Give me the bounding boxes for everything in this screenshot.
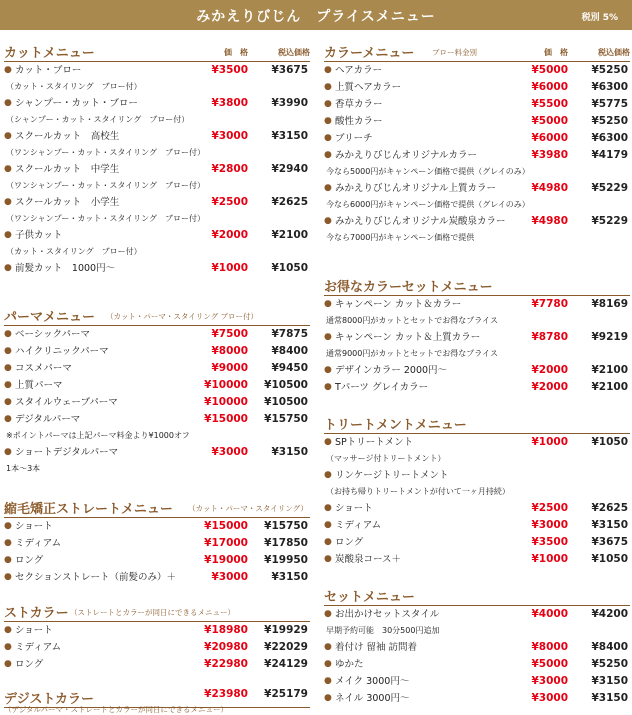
menu-item (320, 329, 632, 346)
menu-item-tax-price: ¥3150 (271, 130, 308, 142)
menu-item-price: ¥3000 (531, 675, 568, 687)
section-price: ¥23980 (204, 688, 248, 700)
menu-section (0, 34, 312, 277)
menu-item-name: キャンペーン カット＆上質カラー (335, 332, 481, 343)
menu-item-note: （お持ち帰りトリートメントが付いて一ヶ月持続） (326, 487, 510, 496)
menu-item-price: ¥15000 (204, 520, 248, 532)
menu-item-price: ¥2000 (531, 381, 568, 393)
menu-item (320, 96, 632, 113)
bullet-icon: ● (4, 98, 12, 108)
menu-item-name: お出かけセットスタイル (335, 609, 440, 620)
menu-item-note: 今なら7000円がキャンペーン価格で提供 (326, 233, 475, 242)
menu-item-price: ¥6000 (531, 132, 568, 144)
menu-item-name: ショートデジタルパーマ (15, 447, 119, 458)
menu-section (0, 298, 312, 477)
menu-item-tax-price: ¥5229 (591, 182, 628, 194)
menu-item-tax-price: ¥3990 (271, 97, 308, 109)
menu-item-price: ¥5000 (531, 64, 568, 76)
menu-item-name: みかえりびじんオリジナル炭酸泉カラー (335, 216, 506, 227)
bullet-icon: ● (324, 183, 332, 193)
menu-item-price: ¥1000 (211, 262, 248, 274)
bullet-icon: ● (4, 65, 12, 75)
bullet-icon: ● (4, 397, 12, 407)
section-title: デジストカラー (4, 692, 94, 707)
menu-item-price: ¥3980 (531, 149, 568, 161)
menu-item (0, 411, 312, 428)
menu-item-price: ¥6000 (531, 81, 568, 93)
menu-item-price: ¥10000 (204, 379, 248, 391)
menu-item-price: ¥2000 (211, 229, 248, 241)
menu-item-price: ¥22980 (204, 658, 248, 670)
menu-item-note: 早期予約可能 30分500円追加 (326, 626, 440, 635)
menu-item-name: 炭酸泉コース＋ (335, 554, 402, 565)
bullet-icon: ● (324, 216, 332, 226)
menu-item-tax-price: ¥3150 (271, 571, 308, 583)
menu-item-tax-price: ¥5250 (591, 64, 628, 76)
menu-item-price: ¥8000 (531, 641, 568, 653)
menu-item (320, 656, 632, 673)
bullet-icon: ● (4, 572, 12, 582)
menu-item-price: ¥2500 (531, 502, 568, 514)
bullet-icon: ● (324, 676, 332, 686)
menu-item-name: ミディアム (335, 520, 382, 531)
menu-item (0, 552, 312, 569)
menu-item-price: ¥20980 (204, 641, 248, 653)
menu-section (320, 268, 632, 396)
menu-item-note: 1本～3本 (6, 464, 41, 473)
menu-item-name: ハイクリニックパーマ (15, 346, 109, 357)
menu-item-price: ¥2000 (531, 364, 568, 376)
menu-item-price: ¥1000 (531, 436, 568, 448)
menu-item (320, 673, 632, 690)
section-note: （デジタルパーマ・ストレートとカラーが同日にできるメニュー） (4, 705, 229, 714)
bullet-icon: ● (4, 521, 12, 531)
menu-item-tax-price: ¥10500 (264, 379, 308, 391)
menu-item-note: （ワンシャンプー・カット・スタイリング ブロー付） (6, 148, 205, 157)
bullet-icon: ● (4, 197, 12, 207)
menu-item (0, 377, 312, 394)
menu-item-price: ¥18980 (204, 624, 248, 636)
menu-item-price: ¥17000 (204, 537, 248, 549)
bullet-icon: ● (4, 414, 12, 424)
menu-item-name: ロング (335, 537, 364, 548)
menu-item (0, 444, 312, 461)
menu-section (320, 406, 632, 568)
section-note: （カット・パーマ・スタイリング ブロー付） (106, 312, 259, 321)
menu-item (0, 394, 312, 411)
section-header (0, 594, 312, 622)
menu-item-note: （カット・スタイリング ブロー付） (6, 82, 142, 91)
menu-item-price: ¥3500 (531, 536, 568, 548)
bullet-icon: ● (324, 65, 332, 75)
menu-item-tax-price: ¥4200 (591, 608, 628, 620)
menu-item-name: ブリーチ (335, 133, 373, 144)
bullet-icon: ● (324, 642, 332, 652)
section-header (320, 268, 632, 296)
menu-item-name: ロング (15, 555, 44, 566)
menu-item-note: 今なら5000円がキャンペーン価格で提供（グレイのみ） (326, 167, 530, 176)
menu-item-tax-price: ¥1050 (271, 262, 308, 274)
menu-item-price: ¥15000 (204, 413, 248, 425)
menu-item-price: ¥9000 (211, 362, 248, 374)
menu-item (0, 360, 312, 377)
menu-item-price: ¥3000 (531, 519, 568, 531)
menu-item-tax-price: ¥5250 (591, 115, 628, 127)
bullet-icon: ● (324, 503, 332, 513)
menu-item (320, 500, 632, 517)
menu-item (320, 551, 632, 568)
menu-item (0, 128, 312, 145)
menu-item (320, 639, 632, 656)
menu-item-price: ¥5000 (531, 658, 568, 670)
menu-section (0, 490, 312, 586)
menu-item-name: デザインカラー 2000円～ (335, 365, 448, 376)
menu-item-tax-price: ¥3150 (591, 692, 628, 704)
menu-item-price: ¥3000 (211, 571, 248, 583)
menu-item (320, 434, 632, 451)
section-title: 縮毛矯正ストレートメニュー (4, 502, 173, 517)
menu-item-tax-price: ¥19929 (264, 624, 308, 636)
section-title: パーマメニュー (4, 310, 96, 325)
section-title: お得なカラーセットメニュー (324, 280, 493, 295)
menu-item (320, 130, 632, 147)
menu-section (0, 594, 312, 673)
bullet-icon: ● (4, 329, 12, 339)
bullet-icon: ● (4, 659, 12, 669)
menu-item-tax-price: ¥15750 (264, 413, 308, 425)
page-title: みかえりびじん プライスメニュー (196, 9, 436, 25)
menu-item-note: （マッサージ付トリートメント） (326, 454, 446, 463)
menu-item-name: 着付け 留袖 訪問着 (335, 642, 418, 653)
menu-section (320, 578, 632, 707)
menu-item (320, 213, 632, 230)
bullet-icon: ● (4, 363, 12, 373)
bullet-icon: ● (324, 365, 332, 375)
menu-item-name: Tパーツ グレイカラー (335, 382, 429, 393)
section-header (0, 680, 312, 714)
bullet-icon: ● (4, 230, 12, 240)
bullet-icon: ● (324, 116, 332, 126)
bullet-icon: ● (4, 625, 12, 635)
menu-item (320, 534, 632, 551)
menu-item-name: ネイル 3000円～ (335, 693, 410, 704)
section-divider (4, 707, 310, 708)
menu-item-tax-price: ¥3675 (271, 64, 308, 76)
menu-item-name: メイク 3000円～ (335, 676, 410, 687)
menu-item (0, 622, 312, 639)
menu-item-note: 通常9000円がカットとセットでお得なプライス (326, 349, 498, 358)
bullet-icon: ● (324, 437, 332, 447)
section-header (320, 34, 632, 62)
bullet-icon: ● (324, 520, 332, 530)
menu-item-name: コスメパーマ (15, 363, 72, 374)
menu-section (320, 34, 632, 246)
menu-item (0, 194, 312, 211)
section-header (0, 298, 312, 326)
menu-item (320, 113, 632, 130)
menu-item-name: 上質パーマ (15, 380, 63, 391)
menu-item-tax-price: ¥3150 (591, 519, 628, 531)
menu-item (320, 180, 632, 197)
tax-price-column-header: 税込価格 (598, 48, 630, 57)
menu-item-tax-price: ¥8169 (591, 298, 628, 310)
menu-item (0, 161, 312, 178)
menu-item-name: みかえりびじんオリジナルカラー (335, 150, 478, 161)
menu-item (0, 260, 312, 277)
bullet-icon: ● (324, 299, 332, 309)
menu-item-name: 上質ヘアカラー (335, 82, 402, 93)
menu-item-tax-price: ¥2100 (591, 364, 628, 376)
menu-item-price: ¥2800 (211, 163, 248, 175)
section-note: （ストレートとカラーが同日にできるメニュー） (70, 608, 235, 617)
menu-item (320, 79, 632, 96)
menu-item-name: ヘアカラー (335, 65, 383, 76)
menu-item-price: ¥1000 (531, 553, 568, 565)
section-note: （カット・パーマ・スタイリング） (188, 504, 308, 513)
menu-item-price: ¥2500 (211, 196, 248, 208)
menu-item-name: ショート (335, 503, 373, 514)
menu-item-name: セクションストレート（前髪のみ）＋ (15, 572, 177, 583)
menu-item-note: （シャンプー・カット・スタイリング ブロー付） (6, 115, 190, 124)
menu-item-tax-price: ¥2100 (271, 229, 308, 241)
menu-item-price: ¥3000 (211, 446, 248, 458)
price-column-header: 価 格 (544, 48, 568, 57)
menu-item-tax-price: ¥15750 (264, 520, 308, 532)
bullet-icon: ● (324, 554, 332, 564)
menu-item-name: ロング (15, 659, 44, 670)
menu-item-tax-price: ¥8400 (271, 345, 308, 357)
menu-item-name: 前髪カット 1000円～ (15, 263, 116, 274)
menu-item-tax-price: ¥3150 (271, 446, 308, 458)
menu-item-name: リンケージトリートメント (335, 470, 449, 481)
menu-item (320, 467, 632, 484)
menu-item (320, 362, 632, 379)
price-column-header: 価 格 (224, 48, 248, 57)
menu-item-price: ¥4980 (531, 182, 568, 194)
menu-item (320, 62, 632, 79)
menu-item-price: ¥3500 (211, 64, 248, 76)
bullet-icon: ● (4, 538, 12, 548)
menu-item (0, 656, 312, 673)
bullet-icon: ● (324, 537, 332, 547)
menu-item-tax-price: ¥2625 (271, 196, 308, 208)
menu-item-price: ¥8000 (211, 345, 248, 357)
menu-item (320, 517, 632, 534)
menu-item-price: ¥5500 (531, 98, 568, 110)
menu-item-tax-price: ¥1050 (591, 553, 628, 565)
menu-item-name: 酸性カラー (335, 116, 383, 127)
menu-item-tax-price: ¥24129 (264, 658, 308, 670)
menu-item-tax-price: ¥19950 (264, 554, 308, 566)
menu-item-tax-price: ¥3150 (591, 675, 628, 687)
menu-item (320, 296, 632, 313)
menu-item-price: ¥4980 (531, 215, 568, 227)
section-title: カットメニュー (4, 46, 95, 61)
section-header (320, 406, 632, 434)
menu-item-name: SPトリートメント (335, 437, 414, 448)
bullet-icon: ● (324, 150, 332, 160)
bullet-icon: ● (4, 131, 12, 141)
menu-item-name: キャンペーン カット＆カラー (335, 299, 462, 310)
bullet-icon: ● (324, 82, 332, 92)
menu-item-tax-price: ¥5775 (591, 98, 628, 110)
menu-item-tax-price: ¥5229 (591, 215, 628, 227)
menu-item-price: ¥3000 (531, 692, 568, 704)
bullet-icon: ● (324, 382, 332, 392)
menu-item-name: スクールカット 高校生 (15, 131, 120, 142)
menu-item-tax-price: ¥9450 (271, 362, 308, 374)
section-tax-price: ¥25179 (264, 688, 308, 700)
section-title: カラーメニュー (324, 46, 415, 61)
bullet-icon: ● (4, 263, 12, 273)
bullet-icon: ● (4, 642, 12, 652)
menu-item-tax-price: ¥17850 (264, 537, 308, 549)
bullet-icon: ● (324, 693, 332, 703)
menu-item (0, 326, 312, 343)
menu-item-note: ※ポイントパーマは上記パーマ料金より¥1000オフ (6, 431, 190, 440)
menu-item-name: スクールカット 小学生 (15, 197, 120, 208)
menu-item-name: 子供カット (15, 230, 63, 241)
menu-item-price: ¥7500 (211, 328, 248, 340)
section-header (320, 578, 632, 606)
menu-item-price: ¥4000 (531, 608, 568, 620)
bullet-icon: ● (324, 470, 332, 480)
bullet-icon: ● (4, 346, 12, 356)
header-bar (0, 0, 632, 30)
menu-item-name: カット・ブロー (15, 65, 82, 76)
menu-item-price: ¥3800 (211, 97, 248, 109)
menu-item (0, 227, 312, 244)
menu-item-price: ¥8780 (531, 331, 568, 343)
menu-item (320, 147, 632, 164)
menu-item-tax-price: ¥3675 (591, 536, 628, 548)
menu-item-name: スタイルウェーブパーマ (15, 397, 118, 408)
menu-item-tax-price: ¥5250 (591, 658, 628, 670)
menu-item-price: ¥10000 (204, 396, 248, 408)
menu-item (320, 379, 632, 396)
menu-item-tax-price: ¥6300 (591, 81, 628, 93)
menu-item-name: デジタルパーマ (15, 414, 81, 425)
bullet-icon: ● (324, 99, 332, 109)
menu-item-price: ¥3000 (211, 130, 248, 142)
menu-item-tax-price: ¥2100 (591, 381, 628, 393)
section-title: セットメニュー (324, 590, 415, 605)
menu-item (320, 606, 632, 623)
menu-item (320, 690, 632, 707)
menu-item (0, 518, 312, 535)
menu-section (0, 680, 312, 714)
menu-item-name: ベーシックパーマ (15, 329, 91, 340)
menu-item-name: ショート (15, 521, 53, 532)
menu-item-tax-price: ¥22029 (264, 641, 308, 653)
menu-item-tax-price: ¥6300 (591, 132, 628, 144)
menu-item-name: ショート (15, 625, 53, 636)
bullet-icon: ● (4, 555, 12, 565)
menu-item-note: 今なら6000円がキャンペーン価格で提供（グレイのみ） (326, 200, 530, 209)
menu-item-name: ミディアム (15, 642, 62, 653)
menu-item-note: （ワンシャンプー・カット・スタイリング ブロー付） (6, 214, 205, 223)
menu-item-name: ゆかた (335, 659, 364, 670)
menu-item-note: （ワンシャンプー・カット・スタイリング ブロー付） (6, 181, 205, 190)
menu-item-tax-price: ¥8400 (591, 641, 628, 653)
menu-item (0, 535, 312, 552)
section-header (0, 490, 312, 518)
menu-item-tax-price: ¥2940 (271, 163, 308, 175)
section-header (0, 34, 312, 62)
menu-item-tax-price: ¥10500 (264, 396, 308, 408)
section-note: ブロー料金別 (432, 48, 477, 57)
section-title: トリートメントメニュー (324, 418, 467, 433)
menu-item-name: 香草カラー (335, 99, 383, 110)
section-title: ストカラー (4, 606, 69, 621)
menu-item-tax-price: ¥9219 (591, 331, 628, 343)
bullet-icon: ● (4, 380, 12, 390)
tax-price-column-header: 税込価格 (278, 48, 310, 57)
menu-item-name: シャンプー・カット・ブロー (15, 98, 138, 109)
menu-item-note: 通常8000円がカットとセットでお得なプライス (326, 316, 498, 325)
menu-item-tax-price: ¥1050 (591, 436, 628, 448)
menu-item (0, 95, 312, 112)
bullet-icon: ● (324, 659, 332, 669)
menu-item-name: スクールカット 中学生 (15, 164, 120, 175)
menu-item-tax-price: ¥4179 (591, 149, 628, 161)
bullet-icon: ● (4, 447, 12, 457)
menu-item-price: ¥19000 (204, 554, 248, 566)
menu-item-note: （カット・スタイリング ブロー付） (6, 247, 142, 256)
menu-item-tax-price: ¥2625 (591, 502, 628, 514)
menu-item-tax-price: ¥7875 (271, 328, 308, 340)
tax-note: 税別 5% (581, 13, 618, 23)
bullet-icon: ● (324, 133, 332, 143)
menu-item-name: ミディアム (15, 538, 62, 549)
menu-item (0, 569, 312, 586)
bullet-icon: ● (324, 332, 332, 342)
bullet-icon: ● (4, 164, 12, 174)
menu-item-price: ¥5000 (531, 115, 568, 127)
bullet-icon: ● (324, 609, 332, 619)
menu-item (0, 343, 312, 360)
menu-item (0, 62, 312, 79)
menu-item-name: みかえりびじんオリジナル上質カラー (335, 183, 497, 194)
menu-item-price: ¥7780 (531, 298, 568, 310)
menu-item (0, 639, 312, 656)
